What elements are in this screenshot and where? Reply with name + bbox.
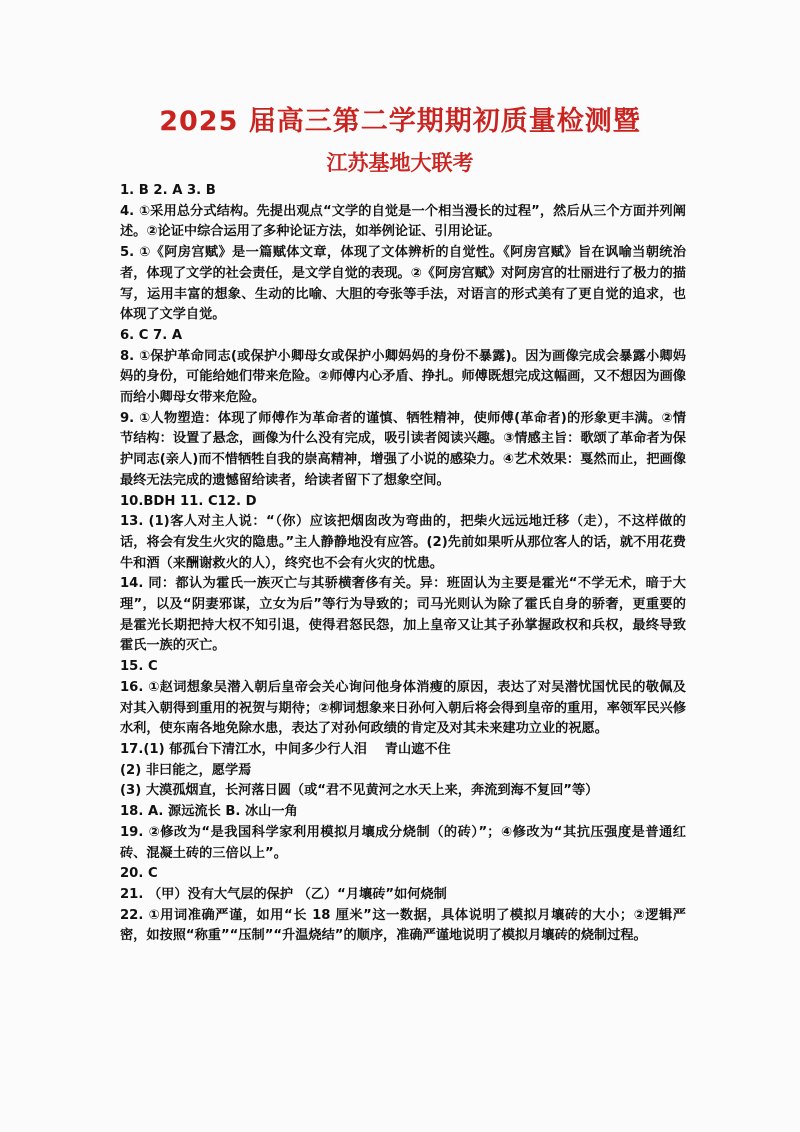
answer-5: 5. ①《阿房宫赋》是一篇赋体文章，体现了文体辨析的自觉性。《阿房宫赋》旨在讽喻当朝统治者，体现了文学的社会责任，是文学自觉的表现。②《阿房宫赋》对阿房宫的壮丽进行了极力的描写，运用丰富的想象、生动的比喻、大胆的夸张等手法，对语言的形式美有了更自觉的追求，也体现了文学自觉。 — [120, 245, 686, 323]
answer-6-7: 6. C 7. A — [120, 327, 183, 343]
answer-9: 9. ①人物塑造：体现了师傅作为革命者的谨慎、牺牲精神，使师傅(革命者)的形象更丰满。②情节结构：设置了悬念，画像为什么没有完成，吸引读者阅读兴趣。③情感主旨：歌颂了革命者为保护同志(亲人)而不惜牺牲自我的崇高精神，增强了小说的感染力。④艺术效果：戛然而止，把画像最终无法完成的遗憾留给读者，给读者留下了想象空间。 — [120, 410, 686, 488]
answer-4: 4. ①采用总分式结构。先提出观点“文学的自觉是一个相当漫长的过程”，然后从三个方面并列阐述。②论证中综合运用了多种论证方法，如举例论证、引用论证。 — [120, 203, 686, 240]
answer-17-2: (2) 非曰能之，愿学焉 — [120, 762, 252, 778]
answer-8: 8. ①保护革命同志(或保护小卿母女或保护小卿妈妈的身份不暴露)。因为画像完成会暴露小卿妈妈的身份，可能给她们带来危险。②师傅内心矛盾、挣扎。师傅既想完成这幅画，又不想因为画像而给小卿母女带来危险。 — [120, 348, 686, 406]
answer-17-3: (3) 大漠孤烟直，长河落日圆（或“君不见黄河之水天上来，奔流到海不复回”等） — [120, 783, 599, 799]
answer-20: 20. C — [120, 866, 158, 882]
answer-18: 18. A. 源远流长 B. 冰山一角 — [120, 804, 298, 820]
document-title: 2025 届高三第二学期期初质量检测暨 — [159, 106, 641, 137]
answer-13: 13. (1)客人对主人说：“（你）应该把烟囱改为弯曲的，把柴火远远地迁移（走），不这样做的话，将会有发生火灾的隐患。”主人静静地没有应答。(2)先前如果听从那位客人的话，就不用花费牛和酒（来酬谢救火的人），终究也不会有火灾的忧患。 — [120, 514, 686, 571]
answer-14: 14. 同：都认为霍氏一族灭亡与其骄横奢侈有关。异：班固认为主要是霍光“不学无术，暗于大理”，以及“阴妻邪谋，立女为后”等行为导致的；司马光则认为除了霍氏自身的骄奢，更重要的是霍光长期把持大权不知引退，使得君怒民怨，加上皇帝又让其子孙掌握政权和兵权，最终导致霍氏一族的灭亡。 — [120, 576, 686, 654]
answer-22: 22. ①用词准确严谨，如用“长 18 厘米”这一数据，具体说明了模拟月壤砖的大小；②逻辑严密，如按照“称重”“压制”“升温烧结”的顺序，准确严谨地说明了模拟月壤砖的烧制过程。 — [120, 907, 686, 944]
answer-15: 15. C — [120, 659, 158, 675]
document-subtitle: 江苏基地大联考 — [326, 151, 474, 175]
answer-10-12: 10.BDH 11. C12. D — [120, 493, 257, 509]
answer-17-1: 17.(1) 郁孤台下清江水，中间多少行人泪 青山遮不住 — [120, 741, 451, 757]
answer-1-3: 1. B 2. A 3. B — [120, 183, 216, 198]
answer-19: 19. ②修改为“是我国科学家利用模拟月壤成分烧制（的砖）”；④修改为“其抗压强度是普通红砖、混凝土砖的三倍以上”。 — [120, 824, 686, 861]
answer-21: 21. （甲）没有大气层的保护 （乙）“月壤砖”如何烧制 — [120, 886, 447, 902]
answer-16: 16. ①赵词想象吴潜入朝后皇帝会关心询问他身体消瘦的原因，表达了对吴潜忧国忧民的敬佩及对其入朝得到重用的祝贺与期待；②柳词想象来日孙何入朝后将会得到皇帝的重用，率领军民兴修水利，使东南各地免除水患，表达了对孙何政绩的肯定及对其未来建功立业的祝愿。 — [120, 679, 686, 737]
answer-list — [120, 181, 686, 947]
